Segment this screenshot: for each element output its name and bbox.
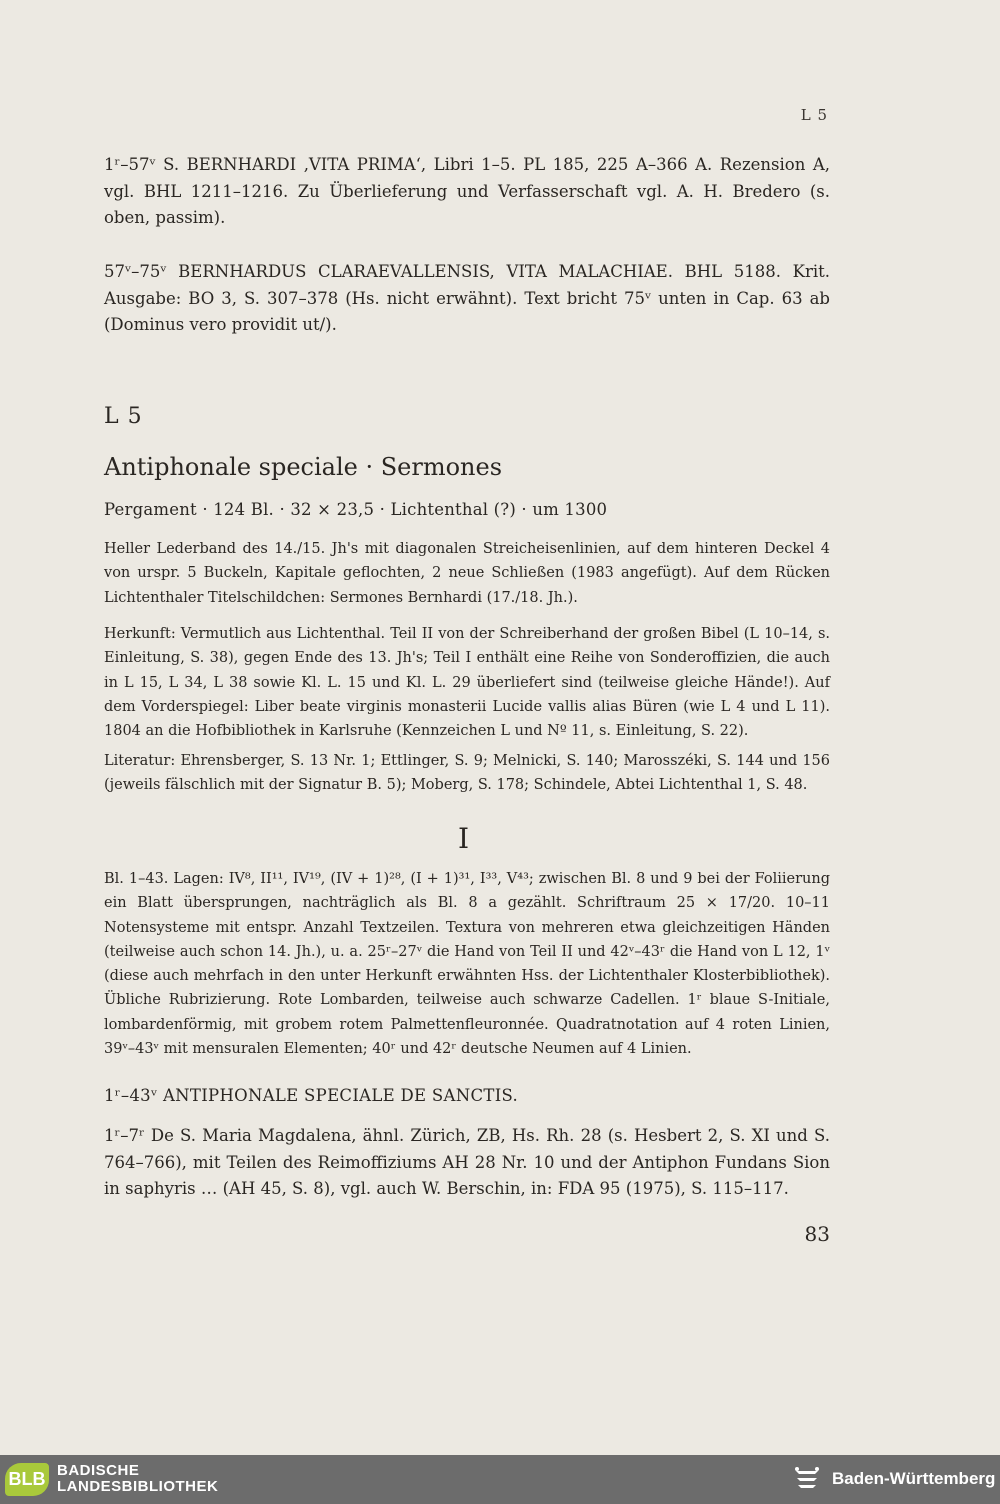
library-name-line2: LANDESBIBLIOTHEK bbox=[57, 1478, 219, 1495]
library-name-line1: BADISCHE bbox=[57, 1462, 140, 1479]
coat-of-arms-icon bbox=[792, 1465, 822, 1495]
entry-vita-prima: 1ʳ–57ᵛ S. BERNHARDI ‚VITA PRIMA‘, Libri 1–5. PL 185, 225 A–366 A. Rezension A, vgl. BHL 1211–1216. Zu Überlieferung und Verfasserschaft vgl. A. H. Bredero (s. oben, passim). bbox=[104, 155, 830, 227]
library-name[interactable] bbox=[57, 1463, 218, 1495]
literature-list: Literatur: Ehrensberger, S. 13 Nr. 1; Ettlinger, S. 9; Melnicki, S. 140; Marosszéki, S. 144 und 156 (jeweils fälschlich mit der Signatur B. 5); Moberg, S. 178; Schindele, Abtei Lichtenthal 1, S. 48. bbox=[104, 753, 830, 794]
manuscript-summary: Pergament · 124 Bl. · 32 × 23,5 · Lichtenthal (?) · um 1300 bbox=[104, 500, 608, 519]
entry-maria-magdalena: 1ʳ–7ʳ De S. Maria Magdalena, ähnl. Zürich, ZB, Hs. Rh. 28 (s. Hesbert 2, S. XI und S. 764–766), mit Teilen des Reimoffiziums AH 28 Nr. 10 und der Antiphon Fundans Sion in saphyris … (AH 45, S. 8), vgl. auch W. Berschin, in: FDA 95 (1975), S. 115–117. bbox=[104, 1126, 830, 1198]
shelfmark-heading: L 5 bbox=[104, 404, 143, 429]
entry-vita-malachiae: 57ᵛ–75ᵛ BERNHARDUS CLARAEVALLENSIS, VITA MALACHIAE. BHL 5188. Krit. Ausgabe: BO 3, S. 307–378 (Hs. nicht erwähnt). Text bricht 75ᵛ unten in Cap. 63 ab (Dominus vero providit ut/). bbox=[104, 262, 830, 334]
binding-description: Heller Lederband des 14./15. Jh's mit diagonalen Streicheisenlinien, auf dem hinteren Deckel 4 von urspr. 5 Buckeln, Kapitale geflochten, 2 neue Schließen (1983 angefügt). Auf dem Rücken Lichtenthaler Titelschildchen: Sermones Bernhardi (17./18. Jh.). bbox=[104, 541, 830, 606]
footer-bar bbox=[0, 1455, 1000, 1504]
codicology-description: Bl. 1–43. Lagen: IV⁸, II¹¹, IV¹⁹, (IV + 1)²⁸, (I + 1)³¹, I³³, V⁴³; zwischen Bl. 8 und 9 bei der Foliierung ein Blatt übersprungen, nachträglich als Bl. 8 a gezählt. Schriftraum 25 × 17/20. 10–11 Notensysteme mit entspr. Anzahl Textzeilen. Textura von mehreren etwa gleichzeitigen Händen (teilweise auch schon 14. Jh.), u. a. 25ʳ–27ᵛ die Hand von Teil II und 42ᵛ–43ʳ die Hand von L 12, 1ᵛ (diese auch mehrfach in den unter Herkunft erwähnten Hss. der Lichtenthaler Klosterbibliothek). Übliche Rubrizierung. Rote Lombarden, teilweise auch schwarze Cadellen. 1ʳ blaue S-Initiale, lombardenförmig, mit grobem rotem Palmettenfleuronnée. Quadratnotation auf 4 roten Linien, 39ᵛ–43ᵛ mit mensuralen Elementen; 40ʳ und 42ʳ deutsche Neumen auf 4 Linien. bbox=[104, 871, 830, 1058]
running-head: L 5 bbox=[800, 106, 828, 124]
part-numeral: I bbox=[458, 822, 470, 855]
section-heading: 1ʳ–43ᵛ ANTIPHONALE SPECIALE DE SANCTIS. bbox=[104, 1086, 519, 1105]
state-name[interactable]: Baden-Württemberg bbox=[832, 1469, 996, 1488]
provenance-description: Herkunft: Vermutlich aus Lichtenthal. Teil II von der Schreiberhand der großen Bibel (L 10–14, s. Einleitung, S. 38), gegen Ende des 13. Jh's; Teil I enthält eine Reihe von Sonderoffizien, die auch in L 15, L 34, L 38 sowie Kl. L. 15 und Kl. L. 29 überliefert sind (teilweise gleiche Hände!). Auf dem Vorderspiegel: Liber beate virginis monasterii Lucide vallis alias Büren (wie L 4 und L 11). 1804 an die Hofbibliothek in Karlsruhe (Kennzeichen L und Nº 11, s. Einleitung, S. 22). bbox=[104, 626, 830, 740]
manuscript-title: Antiphonale speciale · Sermones bbox=[104, 453, 503, 481]
blb-logo[interactable]: BLB bbox=[5, 1463, 49, 1496]
page-number: 83 bbox=[804, 1222, 830, 1246]
